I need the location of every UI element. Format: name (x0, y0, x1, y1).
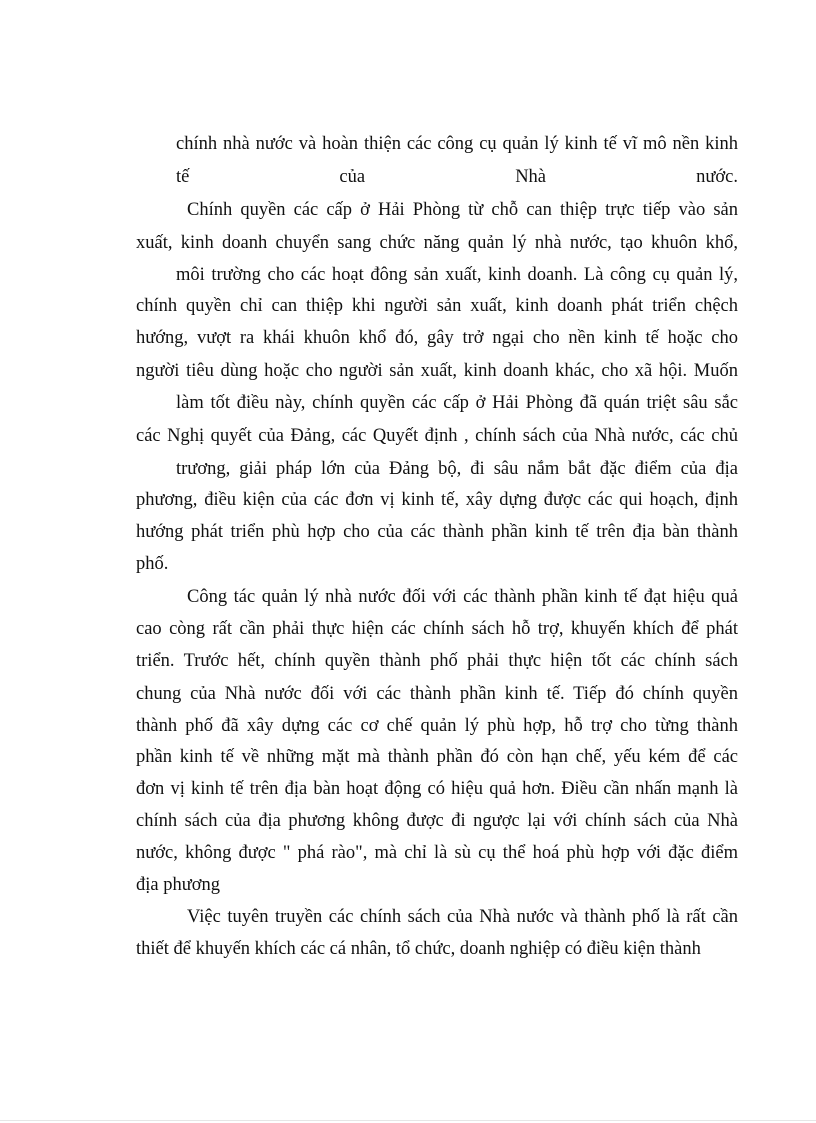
text-line: các Nghị quyết của Đảng, các Quyết định , chính sách của Nhà nước, các chủ (136, 426, 738, 446)
text-line: Công tác quản lý nhà nước đối với các thành phần kinh tế đạt hiệu quả (187, 587, 738, 607)
text-line: chính quyền chỉ can thiệp khi người sản xuất, kinh doanh phát triển chệch (136, 296, 738, 316)
text-line: phương, điều kiện của các đơn vị kinh tế, xây dựng được các qui hoạch, định (136, 490, 738, 510)
text-line: hướng, vượt ra khái khuôn khổ đó, gây trở ngại cho nền kinh tế hoặc cho (136, 328, 738, 348)
text-line: chính sách của địa phương không được đi ngược lại với chính sách của Nhà (136, 811, 738, 831)
text-line: xuất, kinh doanh chuyển sang chức năng quản lý nhà nước, tạo khuôn khổ, (136, 233, 738, 253)
text-line: làm tốt điều này, chính quyền các cấp ở Hải Phòng đã quán triệt sâu sắc (176, 393, 738, 413)
text-line: môi trường cho các hoạt đông sản xuất, kinh doanh. Là công cụ quản lý, (176, 265, 738, 285)
text-line: địa phương (136, 875, 221, 895)
text-line: triển. Trước hết, chính quyền thành phố phải thực hiện tốt các chính sách (136, 651, 738, 671)
page-bottom-edge (0, 1120, 816, 1121)
text-line: thiết để khuyến khích các cá nhân, tổ chức, doanh nghiệp có điều kiện thành (136, 939, 701, 959)
text-line: Việc tuyên truyền các chính sách của Nhà nước và thành phố là rất cần (187, 907, 738, 927)
text-line: thành phố đã xây dựng các cơ chế quản lý phù hợp, hỗ trợ cho từng thành (136, 716, 738, 736)
text-line: hướng phát triển phù hợp cho của các thành phần kinh tế trên địa bàn thành (136, 522, 738, 542)
text-line: phần kinh tế về những mặt mà thành phần đó còn hạn chế, yếu kém để các (136, 747, 738, 767)
text-line: tế của Nhà nước. (176, 167, 738, 187)
text-line: phố. (136, 554, 169, 574)
text-line: nước, không được " phá rào", mà chỉ là sù cụ thể hoá phù hợp với đặc điểm (136, 843, 738, 863)
text-line: Chính quyền các cấp ở Hải Phòng từ chỗ can thiệp trực tiếp vào sản (187, 200, 738, 220)
text-line: chung của Nhà nước đối với các thành phần kinh tế. Tiếp đó chính quyền (136, 684, 738, 704)
text-line: trương, giải pháp lớn của Đảng bộ, đi sâu nắm bắt đặc điểm của địa (176, 459, 738, 479)
text-line: người tiêu dùng hoặc cho người sản xuất, kinh doanh khác, cho xã hội. Muốn (136, 361, 738, 381)
text-line: chính nhà nước và hoàn thiện các công cụ quản lý kinh tế vĩ mô nền kinh (176, 134, 738, 154)
text-line: cao còng rất cần phải thực hiện các chính sách hỗ trợ, khuyến khích để phát (136, 619, 738, 639)
text-line: đơn vị kinh tế trên địa bàn hoạt động có hiệu quả hơn. Điều cần nhấn mạnh là (136, 779, 738, 799)
